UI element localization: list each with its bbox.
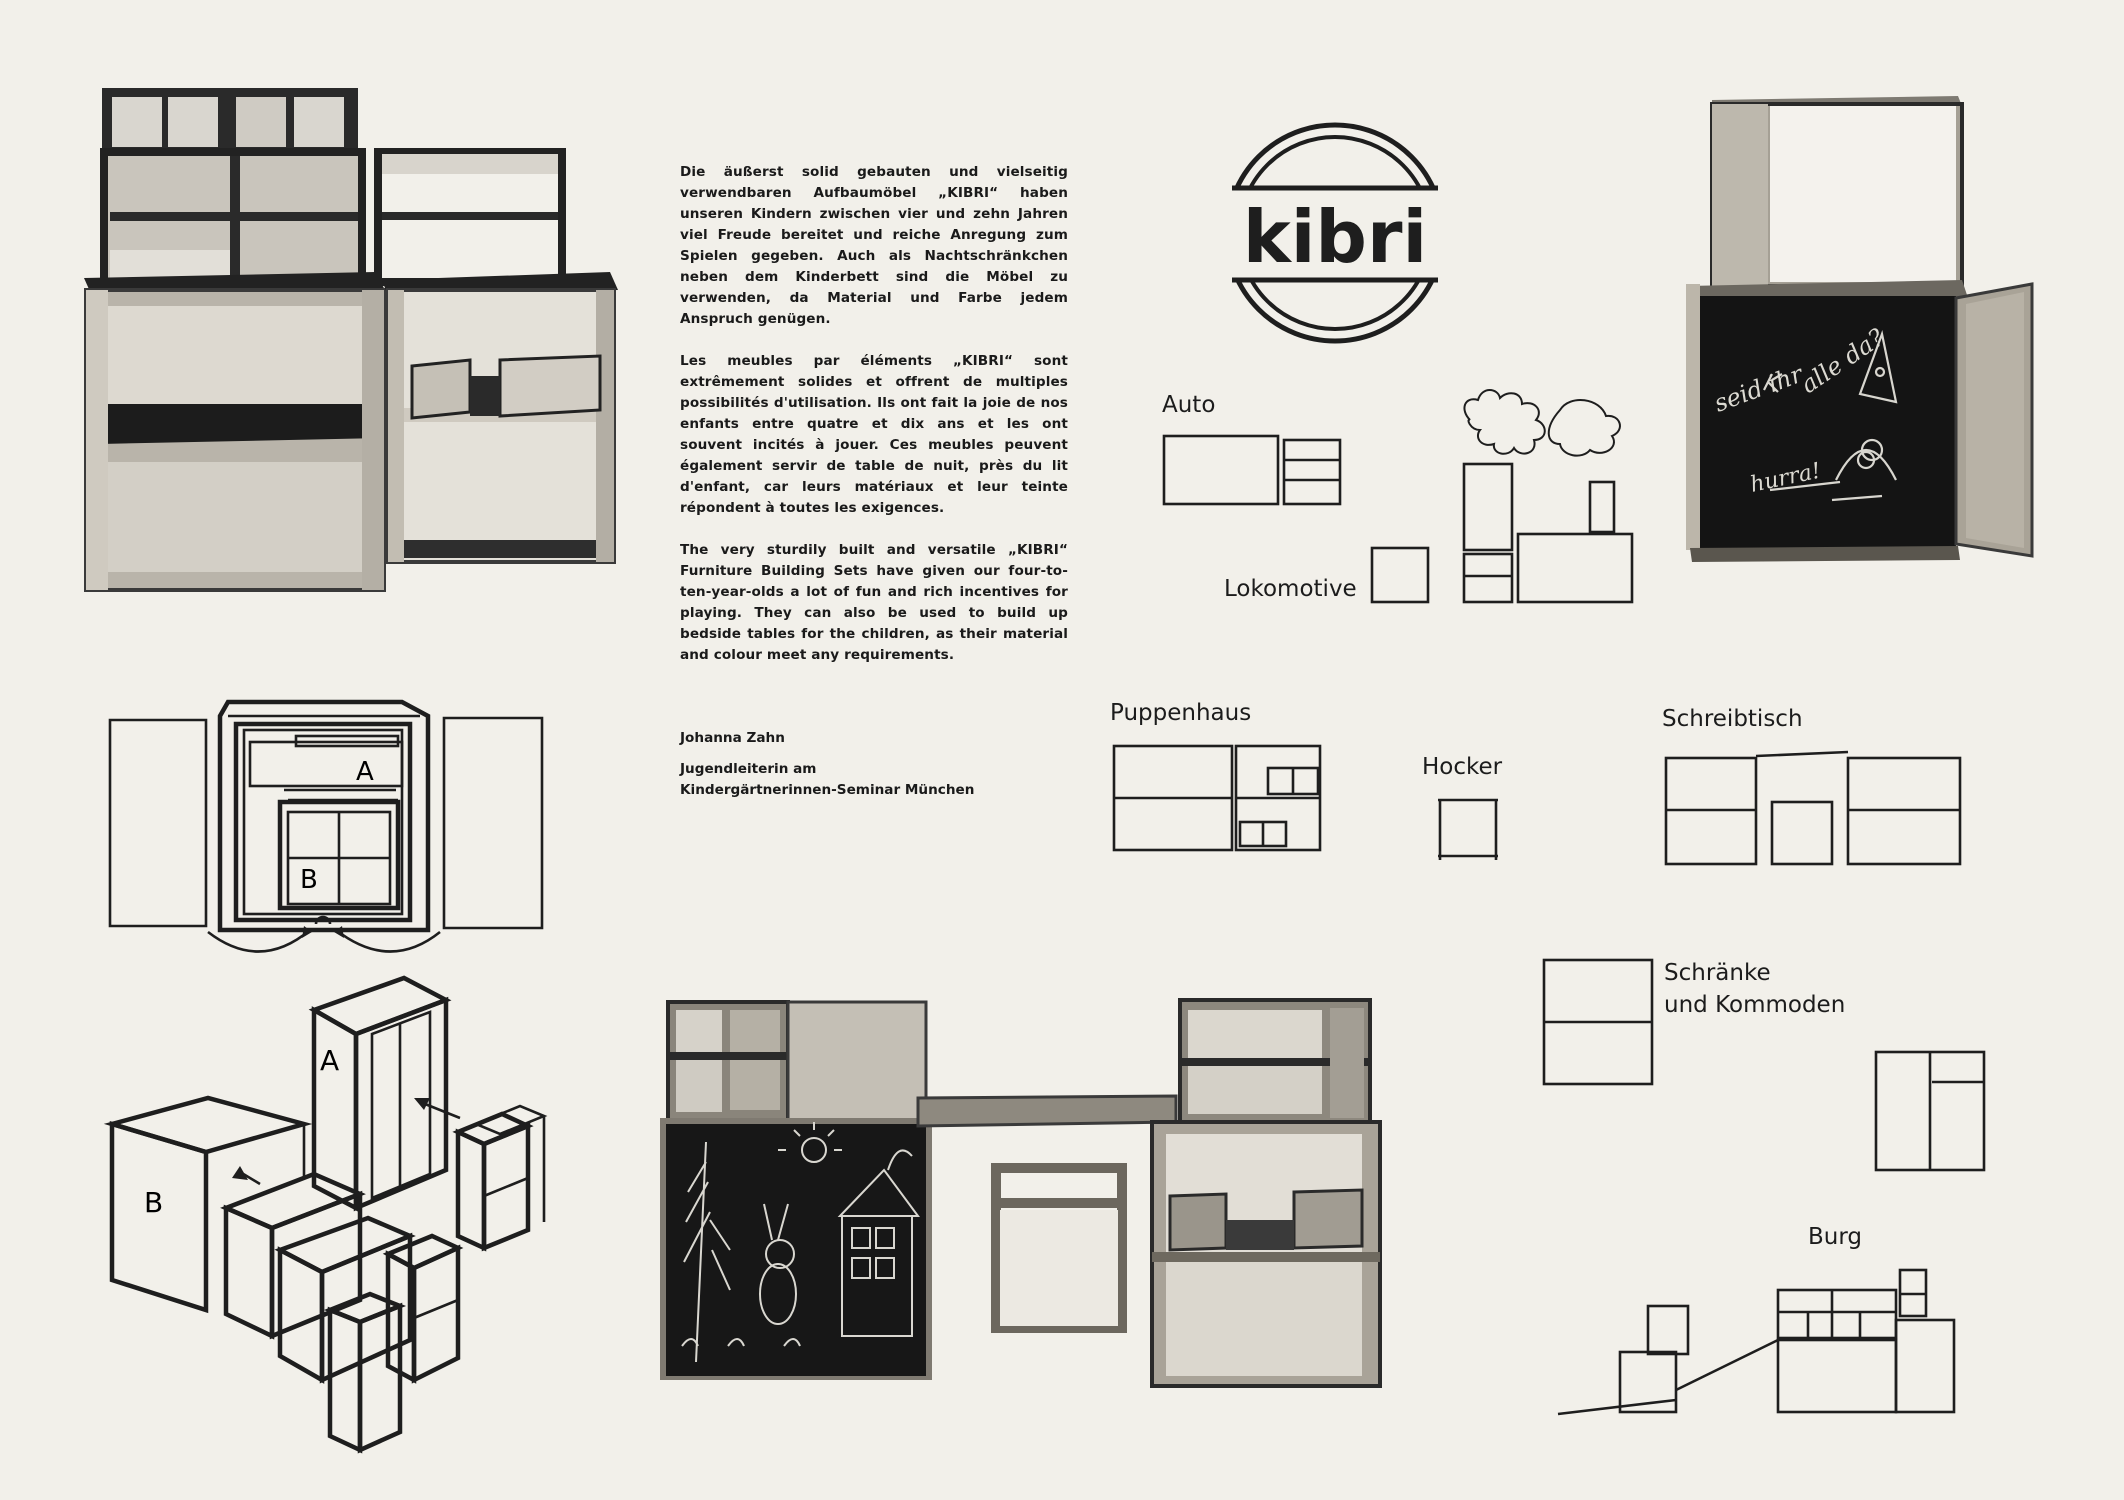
chalk-text-3: hurra! — [1748, 458, 1824, 498]
label-schreibtisch: Schreibtisch — [1662, 706, 1803, 732]
label-burg: Burg — [1808, 1224, 1863, 1250]
signature-line-1: Jugendleiterin am — [680, 761, 817, 777]
label-hocker: Hocker — [1422, 754, 1503, 780]
text-french: Les meubles par éléments „KIBRI“ sont extrêmement solides et offrent de multiples possibilités d'utilisation. Ils ont fait la joie de nos enfants entre quatre et dix ans et les ont souvent incités à jouer. Ces meubles peuvent également servir de table de nuit, près du lit d'enfant, car leurs matériaux et leur teinte répondent à toutes les exigences. — [680, 353, 1068, 516]
logo-text: kibri — [1242, 195, 1428, 279]
letter-a: A — [356, 757, 374, 787]
letter-a-iso: A — [320, 1044, 340, 1077]
signature-name: Johanna Zahn — [680, 730, 785, 746]
letter-b-iso: B — [144, 1186, 164, 1219]
text-english: The very sturdily built and versatile „KIBRI“ Furniture Building Sets have given our four-to-ten-year-olds a lot of fun and rich incentives for playing. They can also be used to build up bedside tables for the children, as their material and colour meet any requirements. — [680, 542, 1068, 663]
signature-line-2: Kindergärtnerinnen-Seminar München — [680, 782, 975, 798]
label-auto: Auto — [1162, 392, 1216, 418]
label-lokomotive: Lokomotive — [1224, 576, 1357, 602]
text-german: Die äußerst solid gebauten und vielseitig verwendbaren Aufbaumöbel „KIBRI“ haben unseren Kindern zwischen vier und zehn Jahren viel Freude bereitet und reiche Anregung zum Spielen gegeben. Auch als Nachtschränkchen neben dem Kinderbett sind die Möbel zu verwenden, da Material und Farbe jedem Anspruch genügen. — [680, 164, 1068, 327]
label-schraenke: Schränke — [1664, 960, 1771, 986]
letter-b: B — [300, 865, 318, 895]
chalk-text-2: alle da? — [1795, 323, 1890, 399]
label-puppenhaus: Puppenhaus — [1110, 700, 1252, 726]
label-kommoden: und Kommoden — [1664, 992, 1846, 1018]
chalk-text-1: seid ihr — [1710, 359, 1807, 418]
